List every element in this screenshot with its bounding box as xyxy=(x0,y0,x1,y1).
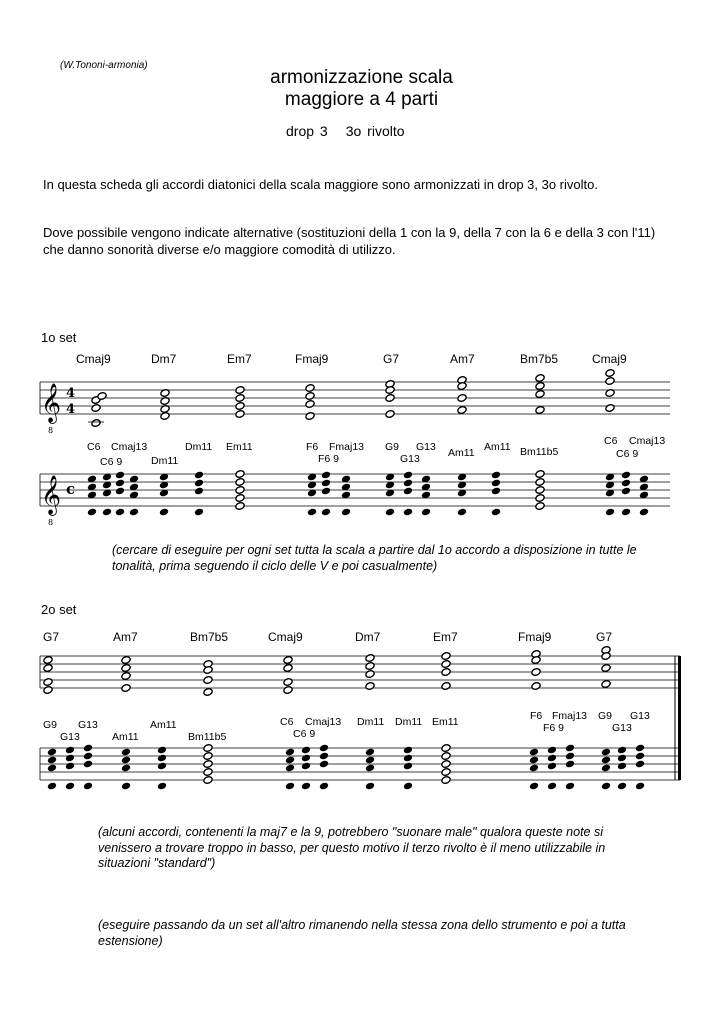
note-head xyxy=(441,682,451,691)
note-head xyxy=(531,682,541,691)
note-head xyxy=(121,748,131,757)
set2-note: (alcuni accordi, contenenti la maj7 e la 9, potrebbero "suonare male" qualora queste note si venissero a trovare troppo in basso, per questo motivo il terzo rivolto è il meno utilizzabile in situazioni "standard") xyxy=(98,825,606,870)
note-head xyxy=(535,382,545,391)
note-head xyxy=(307,508,317,517)
set2-alt-chord: Dm11 xyxy=(357,716,385,728)
set2-alt-chord: G13 xyxy=(78,719,98,731)
note-head xyxy=(97,392,107,401)
set2-chord: G7 xyxy=(43,630,60,644)
note-head xyxy=(65,762,75,771)
set2-alt-chord: G9 xyxy=(598,710,613,722)
note-head xyxy=(491,508,501,517)
author-credit: (W.Tononi-armonia) xyxy=(60,60,148,71)
note-head xyxy=(157,762,167,771)
note-head xyxy=(531,668,541,677)
note-head xyxy=(601,748,611,757)
note-head xyxy=(617,746,627,755)
note-head xyxy=(157,782,167,791)
note-head xyxy=(235,402,245,411)
note-head xyxy=(635,782,645,791)
note-head xyxy=(621,487,631,496)
note-head xyxy=(491,487,501,496)
note-head xyxy=(365,654,375,663)
note-head xyxy=(121,756,131,765)
set2-chord: Bm7b5 xyxy=(190,630,229,644)
note-head xyxy=(535,390,545,399)
note-head xyxy=(301,762,311,771)
note-head xyxy=(203,768,213,777)
note-head xyxy=(83,752,93,761)
note-head xyxy=(115,508,125,517)
note-head xyxy=(565,744,575,753)
set2-alt-chord: G13 xyxy=(612,722,632,734)
note-head xyxy=(121,672,131,681)
note-head xyxy=(491,479,501,488)
note-head xyxy=(621,471,631,480)
note-head xyxy=(385,410,395,419)
note-head xyxy=(319,760,329,769)
note-head xyxy=(365,662,375,671)
clef-octave-marker: 8 xyxy=(48,426,54,435)
note-head xyxy=(403,782,413,791)
set1-alt-chord: Dm11 xyxy=(185,441,213,453)
set2-chord: Dm7 xyxy=(355,630,381,644)
set1-alt-chord: Fmaj13 xyxy=(329,441,365,453)
note-head xyxy=(601,756,611,765)
set2-alt-chord: G9 xyxy=(43,719,58,731)
note-head xyxy=(65,782,75,791)
note-head xyxy=(529,764,539,773)
note-head xyxy=(535,406,545,415)
set1-alt-chord: C6 xyxy=(87,441,101,453)
note-head xyxy=(203,688,213,697)
note-head xyxy=(601,764,611,773)
note-head xyxy=(121,764,131,773)
note-head xyxy=(321,487,331,496)
set2-chord: Cmaj9 xyxy=(268,630,303,644)
note-head xyxy=(403,754,413,763)
note-head xyxy=(635,744,645,753)
clef-octave-marker: 8 xyxy=(48,518,54,527)
set1-alt-chord: C6 9 xyxy=(100,456,123,468)
note-head xyxy=(319,744,329,753)
note-head xyxy=(203,760,213,769)
set2-label: 2o set xyxy=(41,602,77,617)
note-head xyxy=(621,479,631,488)
note-head xyxy=(91,419,101,428)
note-head xyxy=(115,471,125,480)
note-head xyxy=(121,656,131,665)
set2-chord: G7 xyxy=(596,630,613,644)
note-head xyxy=(115,479,125,488)
note-head xyxy=(43,656,53,665)
note-head xyxy=(43,678,53,687)
note-head xyxy=(285,764,295,773)
note-head xyxy=(403,487,413,496)
note-head xyxy=(283,656,293,665)
set2-chord: Fmaj9 xyxy=(518,630,552,644)
common-time-symbol: c xyxy=(66,480,76,498)
page-title-line1: armonizzazione scala xyxy=(270,67,453,88)
set2-alt-chord: Fmaj13 xyxy=(552,710,588,722)
note-head xyxy=(235,486,245,495)
set2-alt-chord: Dm11 xyxy=(395,716,423,728)
note-head xyxy=(285,782,295,791)
set2-alt-chord: Bm11b5 xyxy=(188,731,227,743)
set1-alt-chord: Em11 xyxy=(226,441,253,453)
note-head xyxy=(529,756,539,765)
page-title-line2: maggiore a 4 parti xyxy=(284,89,439,110)
note-head xyxy=(283,678,293,687)
note-head xyxy=(235,478,245,487)
note-head xyxy=(235,386,245,395)
note-head xyxy=(83,744,93,753)
note-head xyxy=(157,746,167,755)
set1-chord: Dm7 xyxy=(151,352,177,366)
note-heads xyxy=(43,369,649,791)
set1-alt-chord: C6 xyxy=(604,435,618,447)
note-head xyxy=(65,754,75,763)
intro-paragraph-1: In questa scheda gli accordi diatonici della scala maggiore sono armonizzati in drop 3, 3o rivolto. xyxy=(43,177,598,192)
note-head xyxy=(547,746,557,755)
note-head xyxy=(47,748,57,757)
note-head xyxy=(605,377,615,386)
note-head xyxy=(285,756,295,765)
note-head xyxy=(235,494,245,503)
note-head xyxy=(403,479,413,488)
note-head xyxy=(83,760,93,769)
note-head xyxy=(305,412,315,421)
note-head xyxy=(301,782,311,791)
note-head xyxy=(319,782,329,791)
note-head xyxy=(194,508,204,517)
note-head xyxy=(203,744,213,753)
note-head xyxy=(441,668,451,677)
note-head xyxy=(535,478,545,487)
set2-staff-alternatives xyxy=(40,748,680,780)
note-head xyxy=(341,508,351,517)
note-head xyxy=(194,487,204,496)
set1-alt-chord: Cmaj13 xyxy=(629,435,666,447)
set2-alt-chord: G13 xyxy=(630,710,650,722)
note-head xyxy=(235,470,245,479)
note-head xyxy=(365,782,375,791)
note-head xyxy=(305,392,315,401)
note-head xyxy=(403,746,413,755)
note-head xyxy=(365,682,375,691)
set2-alt-chord: Em11 xyxy=(432,716,459,728)
note-head xyxy=(547,762,557,771)
intro-paragraph-2: Dove possibile vengono indicate alternative (sostituzioni della 1 con la 9, della 7 con la 6 e della 3 con l'11) che danno sonorità diverse e/o maggiore comodità di utilizzo. xyxy=(43,225,656,257)
set2-alt-chord: Am11 xyxy=(112,731,139,743)
note-head xyxy=(43,686,53,695)
set1-alt-chord: F6 9 xyxy=(318,453,340,465)
set1-alt-chord: Cmaj13 xyxy=(111,441,148,453)
set1-chord: Bm7b5 xyxy=(520,352,559,366)
note-head xyxy=(160,412,170,421)
note-head xyxy=(565,760,575,769)
note-head xyxy=(635,760,645,769)
note-head xyxy=(115,487,125,496)
note-head xyxy=(121,684,131,693)
set1-chord: Fmaj9 xyxy=(295,352,329,366)
note-head xyxy=(321,508,331,517)
note-head xyxy=(305,384,315,393)
note-head xyxy=(617,782,627,791)
note-head xyxy=(365,748,375,757)
set2-chord: Am7 xyxy=(113,630,138,644)
note-head xyxy=(617,754,627,763)
note-head xyxy=(319,752,329,761)
note-head xyxy=(203,776,213,785)
final-barline xyxy=(675,656,681,780)
note-head xyxy=(535,374,545,383)
set2-alt-chord: F6 9 xyxy=(543,722,565,734)
note-head xyxy=(235,394,245,403)
set1-note: (cercare di eseguire per ogni set tutta la scala a partire dal 1o accordo a disposizione in tutte le tonalità, prima seguendo il ciclo delle V e poi casualmente) xyxy=(112,543,637,573)
note-head xyxy=(529,748,539,757)
note-head xyxy=(87,508,97,517)
time-signature-top: 4 xyxy=(66,386,76,401)
note-head xyxy=(547,782,557,791)
note-head xyxy=(91,404,101,413)
note-head xyxy=(491,471,501,480)
note-head xyxy=(385,508,395,517)
set2-alt-chord: Am11 xyxy=(150,719,177,731)
set1-alt-chord: Bm11b5 xyxy=(520,446,559,458)
set1-alt-chord: Am11 xyxy=(448,447,475,459)
note-head xyxy=(301,754,311,763)
note-head xyxy=(83,782,93,791)
set1-alt-chord: G13 xyxy=(416,441,436,453)
note-head xyxy=(441,652,451,661)
note-head xyxy=(565,782,575,791)
set1-alt-chord: Dm11 xyxy=(151,455,179,467)
note-head xyxy=(305,400,315,409)
note-head xyxy=(365,764,375,773)
note-head xyxy=(194,479,204,488)
note-head xyxy=(605,508,615,517)
note-head xyxy=(365,670,375,679)
treble-clef-icon: 𝄞 xyxy=(41,475,62,515)
note-head xyxy=(605,369,615,378)
note-head xyxy=(529,782,539,791)
set1-label: 1o set xyxy=(41,330,77,345)
note-head xyxy=(321,479,331,488)
note-head xyxy=(365,756,375,765)
note-head xyxy=(635,752,645,761)
note-head xyxy=(441,776,451,785)
note-head xyxy=(235,502,245,511)
set2-alt-chord: Cmaj13 xyxy=(305,716,342,728)
note-head xyxy=(535,486,545,495)
set2-alt-chord: F6 xyxy=(530,710,543,722)
note-head xyxy=(639,508,649,517)
note-head xyxy=(441,768,451,777)
note-head xyxy=(47,756,57,765)
note-head xyxy=(102,508,112,517)
note-head xyxy=(65,746,75,755)
note-head xyxy=(547,754,557,763)
set1-alt-chord: F6 xyxy=(306,441,319,453)
set2-alt-chord: G13 xyxy=(60,731,80,743)
set1-alt-chord: G9 xyxy=(385,441,400,453)
set1-chord: G7 xyxy=(383,352,400,366)
subtitle-inversion: 3o rivolto xyxy=(345,123,405,139)
closing-note: (eseguire passando da un set all'altro rimanendo nella stessa zona dello strumento e poi a tutta estensione) xyxy=(98,918,626,948)
note-head xyxy=(235,410,245,419)
note-head xyxy=(43,664,53,673)
set2-alt-chord: C6 xyxy=(280,716,294,728)
note-head xyxy=(617,762,627,771)
note-head xyxy=(157,754,167,763)
set1-alt-chord: G13 xyxy=(400,453,420,465)
note-head xyxy=(121,664,131,673)
note-head xyxy=(621,508,631,517)
note-head xyxy=(601,664,611,673)
set1-alt-chord: C6 9 xyxy=(616,448,639,460)
note-head xyxy=(441,752,451,761)
note-head xyxy=(403,471,413,480)
note-head xyxy=(421,508,431,517)
note-head xyxy=(441,660,451,669)
note-head xyxy=(403,508,413,517)
treble-clef-icon: 𝄞 xyxy=(41,383,62,423)
note-head xyxy=(457,508,467,517)
set2-chord: Em7 xyxy=(433,630,458,644)
note-head xyxy=(47,782,57,791)
note-head xyxy=(441,760,451,769)
set1-chord: Em7 xyxy=(227,352,252,366)
note-head xyxy=(535,470,545,479)
set1-staff-main xyxy=(40,382,670,414)
note-head xyxy=(601,782,611,791)
note-head xyxy=(385,394,395,403)
set1-alt-chord: Am11 xyxy=(484,441,511,453)
note-head xyxy=(535,494,545,503)
time-signature-bottom: 4 xyxy=(66,402,76,417)
note-head xyxy=(129,508,139,517)
note-head xyxy=(283,664,293,673)
note-head xyxy=(565,752,575,761)
subtitle-drop: drop 3 xyxy=(286,123,328,139)
note-head xyxy=(605,404,615,413)
set1-chord: Cmaj9 xyxy=(76,352,111,366)
note-head xyxy=(194,471,204,480)
note-head xyxy=(159,508,169,517)
note-head xyxy=(47,764,57,773)
note-head xyxy=(283,686,293,695)
note-head xyxy=(321,471,331,480)
note-head xyxy=(203,676,213,685)
note-head xyxy=(403,762,413,771)
set2-alt-chord: C6 9 xyxy=(293,728,316,740)
set1-chord: Am7 xyxy=(450,352,475,366)
note-head xyxy=(601,680,611,689)
set1-chord: Cmaj9 xyxy=(592,352,627,366)
note-head xyxy=(301,746,311,755)
set2-staff-main xyxy=(40,656,680,688)
note-head xyxy=(457,406,467,415)
note-head xyxy=(535,502,545,511)
note-head xyxy=(285,748,295,757)
note-head xyxy=(457,394,467,403)
note-head xyxy=(203,752,213,761)
note-head xyxy=(441,744,451,753)
note-head xyxy=(121,782,131,791)
